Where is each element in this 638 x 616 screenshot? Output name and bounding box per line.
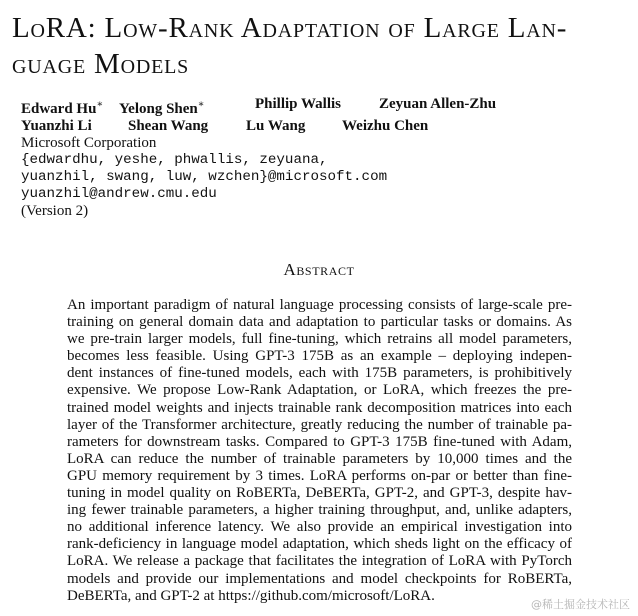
abstract-line: An important paradigm of natural language processing consists of large-scale pre- bbox=[67, 297, 572, 313]
abstract-line: trained model weights and injects trainable rank decomposition matrices into each bbox=[67, 399, 572, 416]
author-block bbox=[21, 96, 621, 220]
title-line-2: guage Models bbox=[12, 48, 190, 80]
abstract-line: tuning in model quality on RoBERTa, DeBERTa, GPT-2, and GPT-3, despite hav- bbox=[67, 485, 572, 502]
author: Zeyuan Allen-Zhu bbox=[379, 96, 497, 112]
watermark: @稀土掘金技术社区 bbox=[531, 598, 630, 611]
abstract-line: layer of the Transformer architecture, greatly reducing the number of trainable pa- bbox=[67, 416, 572, 433]
author: Shean Wang bbox=[128, 118, 209, 134]
abstract-line: we pre-train larger models, full fine-tuning, which retrains all model parameters, bbox=[67, 331, 572, 348]
author: Weizhu Chen bbox=[342, 118, 429, 134]
author: Phillip Wallis bbox=[255, 96, 342, 112]
author: Yuanzhi Li bbox=[21, 118, 92, 134]
abstract-body bbox=[67, 297, 572, 605]
abstract-line: models and provide our implementations and model checkpoints for RoBERTa, bbox=[67, 570, 572, 587]
abstract-line: expensive. We propose Low-Rank Adaptation, or LoRA, which freezes the pre- bbox=[67, 382, 572, 399]
author-row-2 bbox=[21, 118, 621, 135]
abstract-line: LoRA can reduce the number of trainable parameters by 10,000 times and the bbox=[67, 450, 572, 467]
abstract-line: GPU memory requirement by 3 times. LoRA performs on-par or better than fine- bbox=[67, 467, 572, 484]
title-line-1: LoRA: Low-Rank Adaptation of Large Lan- bbox=[12, 12, 568, 44]
author-row-1 bbox=[21, 96, 621, 118]
abstract-heading: Abstract bbox=[283, 260, 355, 279]
abstract-line: training on general domain data and adaptation to particular tasks or domains. As bbox=[67, 314, 572, 331]
abstract-line: rank-deficiency in language model adaptation, which sheds light on the efficacy of bbox=[67, 536, 572, 553]
email-line: yuanzhil@andrew.cmu.edu bbox=[21, 186, 217, 202]
email-line: yuanzhil, swang, luw, wzchen}@microsoft.com bbox=[21, 169, 388, 185]
email-line: {edwardhu, yeshe, phwallis, zeyuana, bbox=[21, 152, 328, 168]
abstract-line: DeBERTa, and GPT-2 at https://github.com/microsoft/LoRA. bbox=[67, 587, 435, 604]
version-note: (Version 2) bbox=[21, 203, 89, 219]
author: Lu Wang bbox=[246, 118, 306, 134]
abstract-line: dent instances of fine-tuned models, each with 175B parameters, is prohibitively bbox=[67, 365, 572, 382]
abstract-line: becomes less feasible. Using GPT-3 175B as an example – deploying indepen- bbox=[67, 348, 572, 365]
paper-title bbox=[12, 10, 628, 82]
abstract-line: no additional inference latency. We also provide an empirical investigation into bbox=[67, 519, 572, 536]
abstract-line: rameters for downstream tasks. Compared to GPT-3 175B fine-tuned with Adam, bbox=[67, 433, 572, 450]
affiliation: Microsoft Corporation bbox=[21, 135, 157, 151]
abstract-line: ing fewer trainable parameters, a higher training throughput, and, unlike adapters, bbox=[67, 502, 572, 519]
author: Yelong Shen∗ bbox=[119, 99, 205, 117]
author: Edward Hu∗ bbox=[21, 99, 104, 117]
abstract-line: LoRA. We release a package that facilitates the integration of LoRA with PyTorch bbox=[67, 553, 572, 570]
